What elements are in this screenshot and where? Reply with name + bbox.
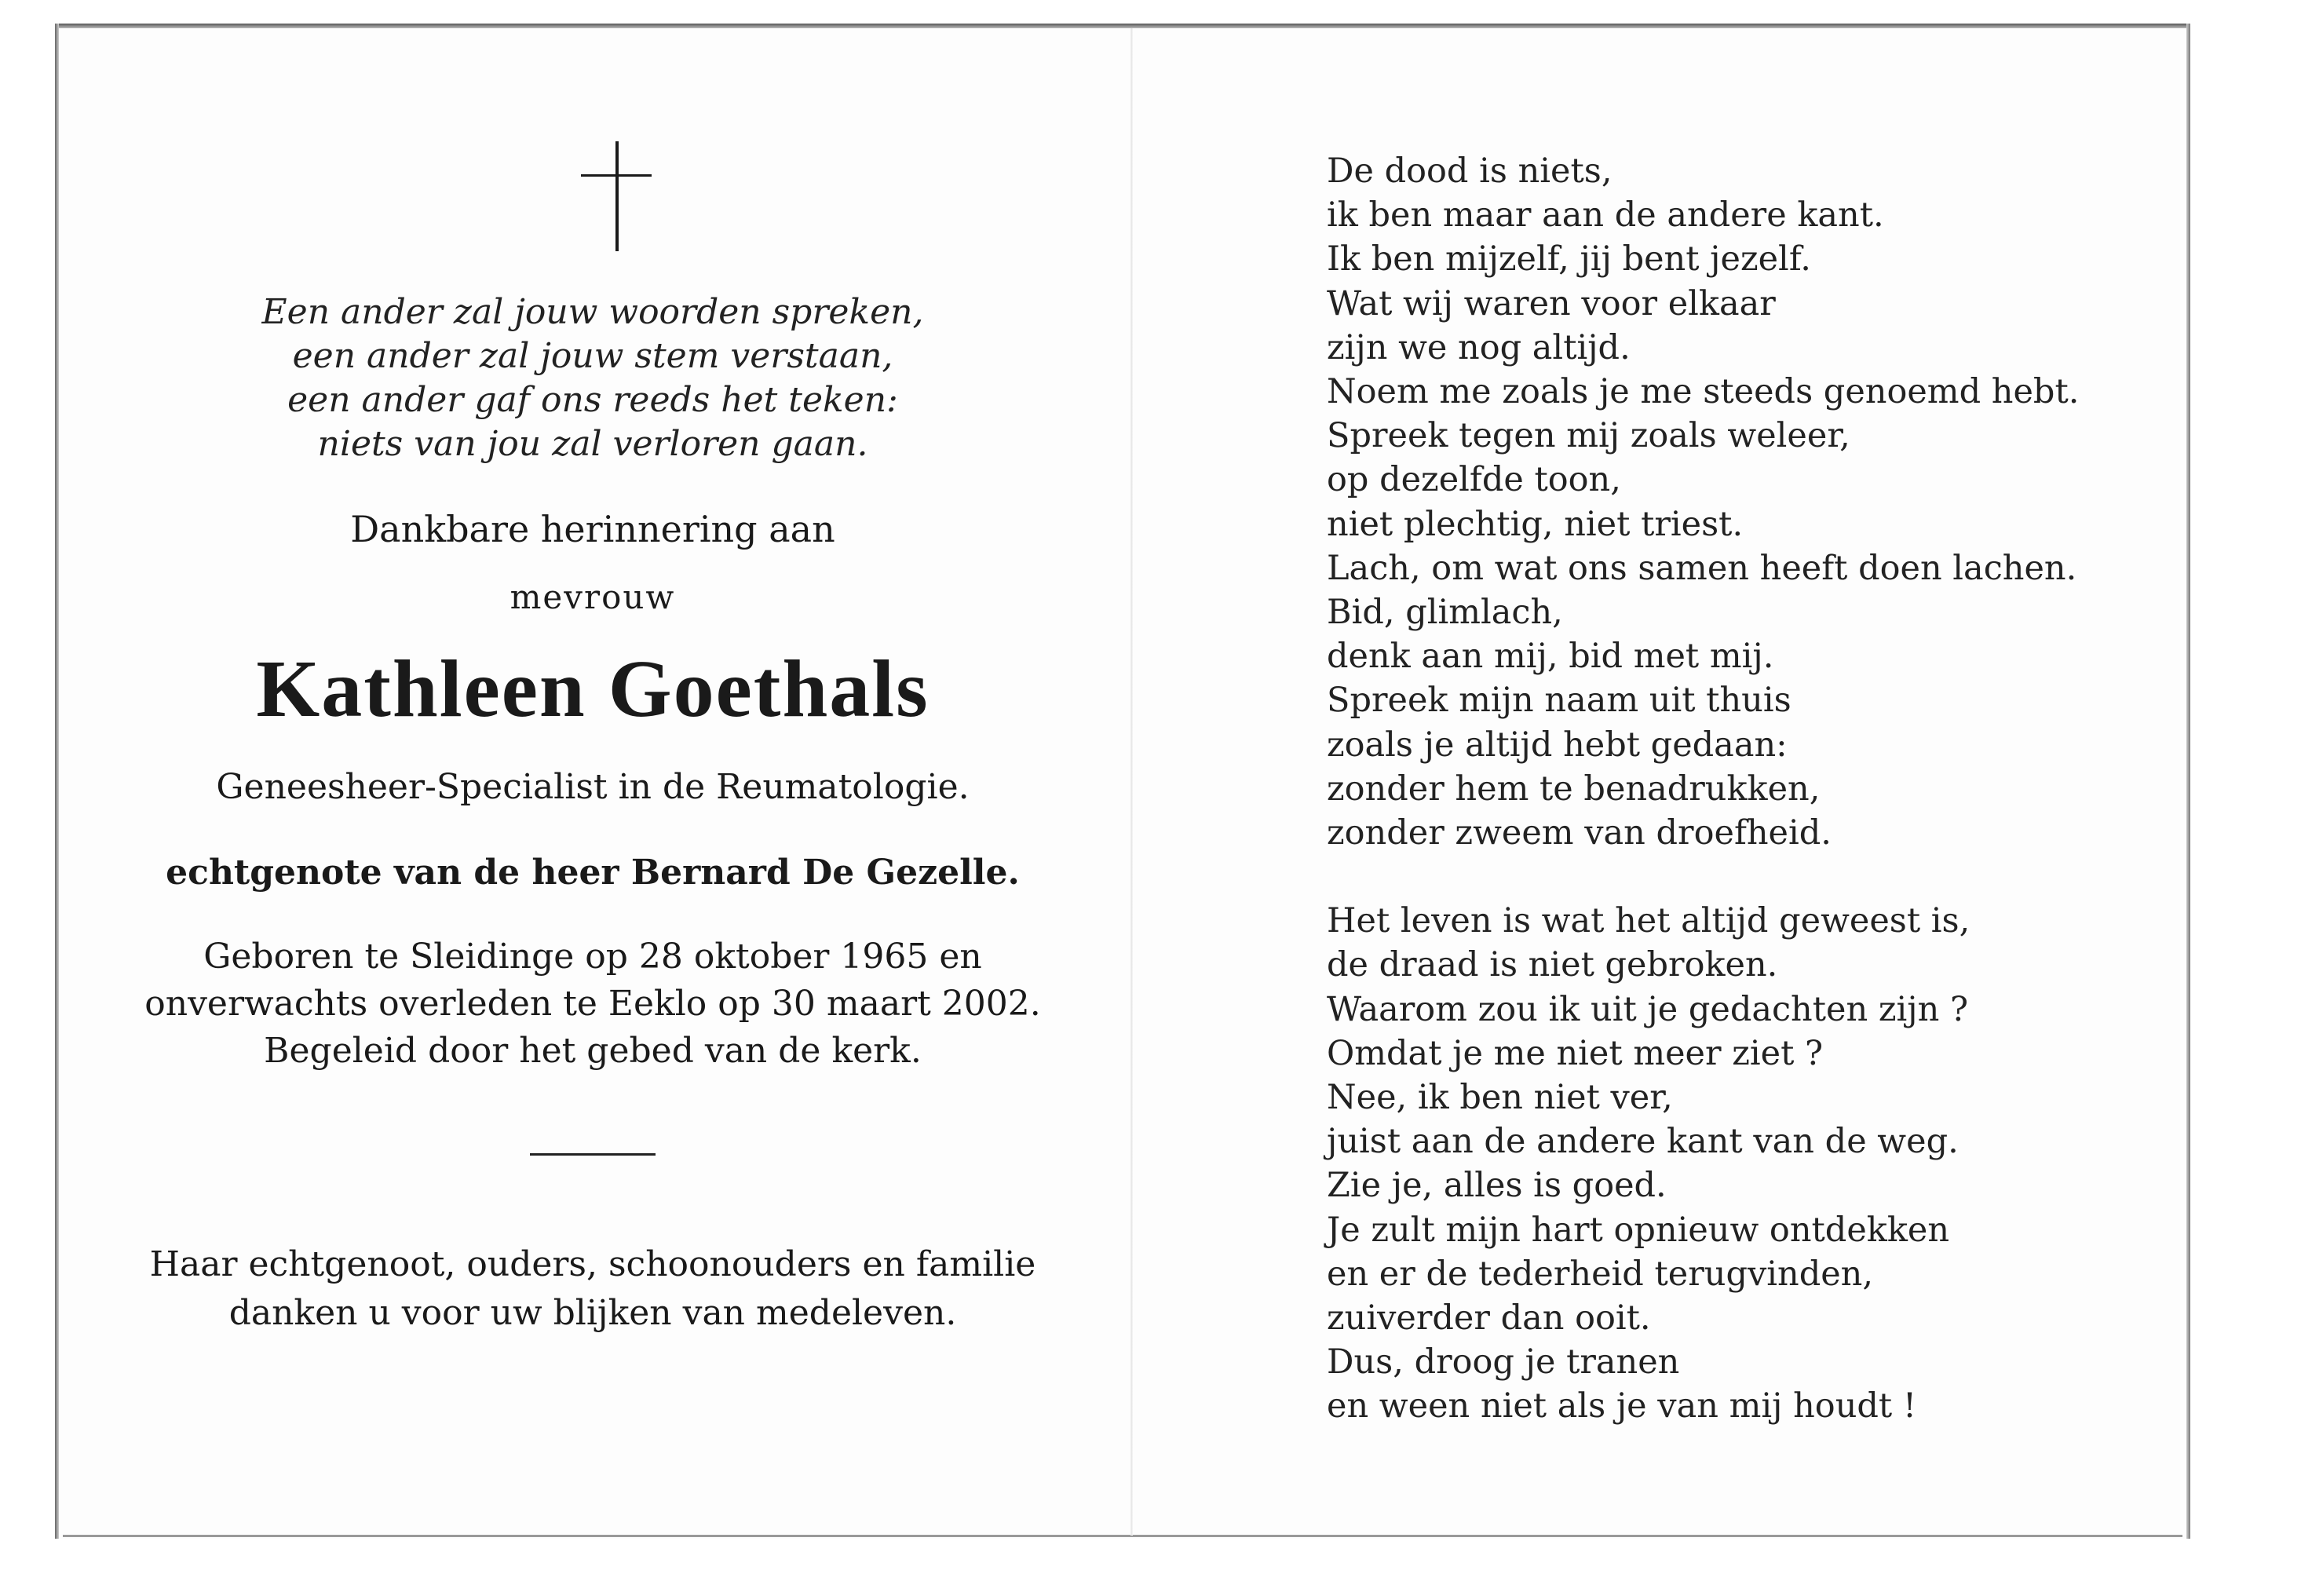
poem-line: en ween niet als je van mij houdt ! [1327, 1386, 1917, 1426]
thanks-text [63, 1240, 1123, 1338]
card-edge-left [55, 24, 59, 1539]
poem-line: Lach, om wat ons samen heeft doen lachen. [1327, 548, 2077, 588]
poem-line: Ik ben mijzelf, jij bent jezelf. [1327, 239, 1811, 279]
opening-verse [63, 290, 1123, 466]
poem-line: ik ben maar aan de andere kant. [1327, 195, 1884, 236]
cross-icon [581, 141, 652, 251]
poem-line: zonder hem te benadrukken, [1327, 769, 1821, 809]
church-line: Begeleid door het gebed van de kerk. [264, 1031, 922, 1071]
poem-stanza-1 [1327, 149, 2159, 855]
spouse-line: echtgenote van de heer Bernard De Gezelle. [166, 853, 1020, 893]
verse-line: niets van jou zal verloren gaan. [317, 424, 868, 464]
card-edge-right [2186, 24, 2190, 1539]
right-panel-poem [1327, 149, 2159, 1429]
poem-line: Spreek mijn naam uit thuis [1327, 681, 1791, 721]
poem-line: Bid, glimlach, [1327, 593, 1563, 633]
poem-line: Het leven is wat het altijd geweest is, [1327, 901, 1970, 941]
verse-line: een ander zal jouw stem verstaan, [292, 336, 893, 376]
death-line: onverwachts overleden te Eeklo op 30 maart 2002. [144, 984, 1041, 1024]
card-edge-bottom [63, 1535, 2182, 1537]
poem-stanza-2 [1327, 899, 2159, 1428]
birth-line: Geboren te Sleidinge op 28 oktober 1965 en [203, 937, 982, 977]
card-edge-top [55, 24, 2190, 28]
poem-line: op dezelfde toon, [1327, 460, 1621, 500]
poem-line: zoals je altijd hebt gedaan: [1327, 725, 1788, 765]
deceased-name: Kathleen Goethals [256, 644, 930, 734]
poem-line: en er de tederheid terugvinden, [1327, 1254, 1874, 1294]
card-fold [1130, 28, 1133, 1536]
poem-line: zonder zweem van droefheid. [1327, 813, 1832, 853]
poem-line: Zie je, alles is goed. [1327, 1166, 1667, 1206]
poem-line: Waarom zou ik uit je gedachten zijn ? [1327, 989, 1968, 1029]
profession: Geneesheer-Specialist in de Reumatologie. [216, 767, 970, 807]
poem-line: Omdat je me niet meer ziet ? [1327, 1033, 1824, 1073]
poem-line: Je zult mijn hart opnieuw ontdekken [1327, 1210, 1950, 1250]
thanks-line: Haar echtgenoot, ouders, schoonouders en familie [149, 1244, 1036, 1284]
honorific: mevrouw [510, 578, 676, 616]
poem-line: denk aan mij, bid met mij. [1327, 637, 1774, 677]
poem-line: Noem me zoals je me steeds genoemd hebt. [1327, 372, 2080, 412]
verse-line: Een ander zal jouw woorden spreken, [261, 292, 924, 332]
poem-line: de draad is niet gebroken. [1327, 945, 1778, 985]
birth-death-info [63, 933, 1123, 1075]
poem-line: zijn we nog altijd. [1327, 327, 1631, 367]
poem-line: zuiverder dan ooit. [1327, 1298, 1651, 1339]
poem-line: Dus, droog je tranen [1327, 1342, 1680, 1382]
thanks-line: danken u voor uw blijken van medeleven. [228, 1293, 957, 1333]
poem-line: De dood is niets, [1327, 152, 1613, 191]
poem-line: Spreek tegen mij zoals weleer, [1327, 416, 1850, 456]
verse-line: een ander gaf ons reeds het teken: [287, 380, 898, 420]
intro-text: Dankbare herinnering aan [350, 508, 835, 550]
poem-line: Wat wij waren voor elkaar [1327, 283, 1776, 323]
poem-line: Nee, ik ben niet ver, [1327, 1078, 1673, 1118]
poem-line: niet plechtig, niet triest. [1327, 504, 1744, 544]
poem-line: juist aan de andere kant van de weg. [1327, 1122, 1959, 1162]
left-panel [63, 118, 1123, 1338]
divider [530, 1153, 656, 1156]
